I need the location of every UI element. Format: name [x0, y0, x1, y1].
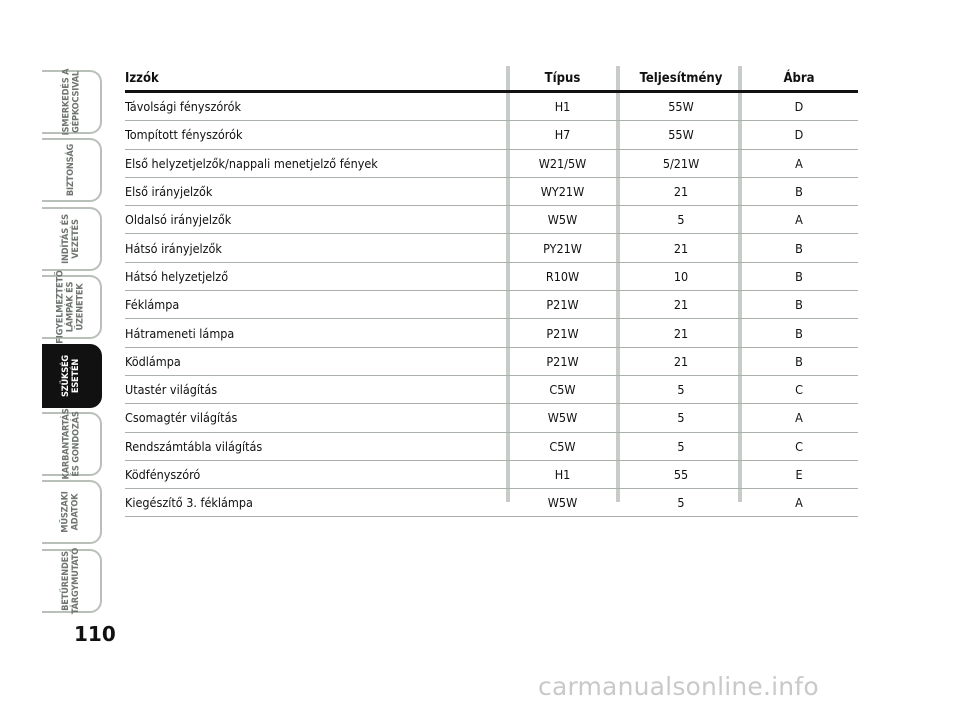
bulb-name-cell: Hátsó helyzetjelző: [125, 268, 229, 284]
bulb-figure-cell: C: [795, 382, 803, 398]
bulb-type-cell: W5W: [547, 410, 578, 426]
section-tab-label: BETŰRENDES TÁRGYMUTATÓ: [60, 547, 82, 614]
bulb-name-cell: Kiegészítő 3. féklámpa: [125, 495, 253, 511]
section-tab-label: SZÜKSÉG ESETÉN: [60, 354, 81, 397]
table-row: [125, 178, 858, 206]
bulb-power-cell: 55W: [668, 127, 694, 143]
header-bulbs: Izzók: [125, 70, 159, 86]
bulb-name-cell: Távolsági fényszórók: [125, 99, 241, 115]
bulb-power-cell: 21: [673, 297, 689, 313]
bulb-type-cell: P21W: [546, 353, 579, 369]
bulb-figure-cell: E: [795, 467, 803, 482]
bulb-name-cell: Rendszámtábla világítás: [125, 438, 263, 454]
bulb-figure-cell: B: [795, 353, 803, 369]
bulb-type-cell: R10W: [545, 268, 580, 284]
bulb-power-cell: 5/21W: [662, 155, 700, 171]
bulb-power-cell: 10: [673, 268, 689, 284]
table-row: [125, 291, 858, 319]
bulb-name-cell: Ködlámpa: [125, 353, 181, 369]
bulb-type-cell: H7: [554, 127, 571, 143]
table-row: [125, 121, 858, 149]
bulb-figure-cell: D: [794, 99, 804, 115]
bulb-figure-cell: B: [795, 268, 803, 284]
section-tab-8[interactable]: [42, 549, 102, 613]
bulb-figure-cell: A: [795, 212, 803, 228]
bulb-power-cell: 5: [677, 438, 685, 454]
bulb-power-cell: 21: [673, 240, 689, 256]
bulb-type-cell: WY21W: [540, 184, 585, 200]
section-tab-label: BIZTONSÁG: [65, 144, 76, 197]
bulb-figure-cell: D: [794, 127, 804, 143]
table-row: [125, 376, 858, 404]
section-tab-5[interactable]: [42, 344, 102, 408]
bulb-type-cell: W21/5W: [538, 155, 587, 171]
bulb-name-cell: Első helyzetjelzők/nappali menetjelző fények: [125, 155, 378, 171]
section-tab-6[interactable]: [42, 408, 102, 480]
bulb-name-cell: Hátsó irányjelzők: [125, 240, 222, 256]
table-row: [125, 93, 858, 121]
bulb-power-cell: 21: [673, 184, 689, 200]
bulb-power-cell: 5: [677, 410, 685, 426]
bulb-type-cell: W5W: [547, 212, 578, 228]
bulb-type-cell: P21W: [546, 325, 579, 341]
table-row: [125, 319, 858, 347]
bulb-figure-cell: B: [795, 240, 803, 256]
section-tab-label: INDÍTÁS ÉS VEZETÉS: [60, 213, 81, 264]
bulb-type-cell: H1: [554, 467, 571, 482]
bulb-power-cell: 55W: [668, 99, 694, 115]
bulb-name-cell: Első irányjelzők: [125, 184, 213, 200]
section-tab-3[interactable]: [42, 207, 102, 271]
section-tab-4[interactable]: [42, 270, 102, 344]
bulb-type-cell: C5W: [549, 382, 576, 398]
bulb-figure-cell: A: [795, 155, 803, 171]
header-type: Típus: [544, 70, 581, 86]
bulb-figure-cell: B: [795, 184, 803, 200]
page-number: 110: [74, 622, 116, 646]
bulb-type-cell: C5W: [549, 438, 576, 454]
section-tab-7[interactable]: [42, 480, 102, 544]
bulb-power-cell: 5: [677, 495, 685, 511]
bulb-name-cell: Hátrameneti lámpa: [125, 325, 235, 341]
bulb-name-cell: Oldalsó irányjelzők: [125, 212, 232, 228]
bulb-power-cell: 5: [677, 382, 685, 398]
table-row: [125, 404, 858, 432]
bulb-type-cell: H1: [554, 99, 571, 115]
table-row: [125, 150, 858, 178]
section-tab-2[interactable]: [42, 138, 102, 202]
bulb-name-cell: Féklámpa: [125, 297, 180, 313]
bulb-name-cell: Utastér világítás: [125, 382, 218, 398]
bulb-type-cell: P21W: [546, 297, 579, 313]
header-figure: Ábra: [783, 70, 815, 86]
bulb-figure-cell: A: [795, 410, 803, 426]
table-row: [125, 461, 858, 489]
bulb-table: [125, 66, 858, 517]
table-row: [125, 433, 858, 461]
table-row: [125, 263, 858, 291]
table-row: [125, 348, 858, 376]
bulb-type-cell: W5W: [547, 495, 578, 511]
bulb-figure-cell: B: [795, 325, 803, 341]
bulb-power-cell: 21: [673, 353, 689, 369]
header-power: Teljesítmény: [639, 70, 723, 86]
bulb-name-cell: Csomagtér világítás: [125, 410, 238, 426]
bulb-figure-cell: B: [795, 297, 803, 313]
table-header: [125, 66, 858, 93]
table-row: [125, 234, 858, 262]
section-tab-label: KARBANTARTÁS ÉS GONDOZÁS: [60, 408, 81, 480]
section-tab-label: FIGYELMEZTETŐ LÁMPÁK ÉS ÜZENETEK: [55, 270, 87, 344]
table-row: [125, 489, 858, 517]
table-row: [125, 206, 858, 234]
bulb-figure-cell: A: [795, 495, 803, 511]
bulb-type-cell: PY21W: [543, 240, 582, 256]
bulb-name-cell: Tompított fényszórók: [125, 127, 243, 143]
bulb-name-cell: Ködfényszóró: [125, 467, 201, 482]
table-body: [125, 93, 858, 517]
bulb-power-cell: 5: [677, 212, 685, 228]
section-tab-label: MŰSZAKI ADATOK: [60, 491, 81, 534]
bulb-power-cell: 21: [673, 325, 689, 341]
bulb-figure-cell: C: [795, 438, 803, 454]
section-tab-1[interactable]: [42, 70, 102, 134]
watermark: carmanualsonline.info: [538, 672, 819, 701]
section-tab-label: ISMERKEDÉS A GÉPKOCSIVAL: [60, 68, 82, 136]
bulb-power-cell: 55: [673, 467, 689, 482]
